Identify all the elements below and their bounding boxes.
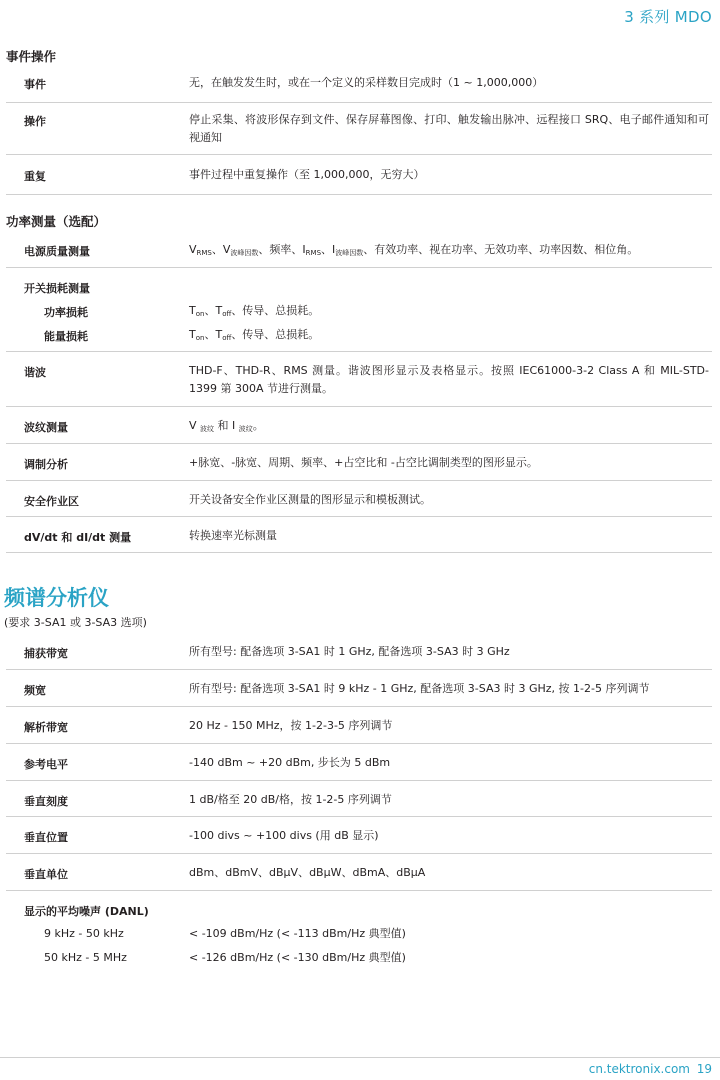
subscript: on xyxy=(195,334,205,342)
spec-row-switching-loss xyxy=(6,268,712,352)
spec-value xyxy=(189,241,709,262)
spec-row-vertical-units xyxy=(6,854,712,891)
spec-label: 操作 xyxy=(24,115,46,128)
spec-label: 重复 xyxy=(24,170,46,183)
subscript: on xyxy=(195,310,205,318)
spec-value: 开关设备安全作业区测量的图形显示和模板测试。 xyxy=(189,493,431,506)
subscript: 波峰因数 xyxy=(335,249,364,257)
spec-sublabel: 50 kHz - 5 MHz xyxy=(44,951,127,964)
document-brand-title: 3 系列 MDO xyxy=(624,8,712,26)
text-fragment: V xyxy=(189,419,201,432)
spec-value: < -109 dBm/Hz (< -113 dBm/Hz 典型值) xyxy=(189,927,406,940)
spec-row-modulation xyxy=(6,444,712,481)
text-fragment: T xyxy=(189,304,196,317)
spec-row-vertical-scale xyxy=(6,781,712,817)
subscript: 波纹 xyxy=(238,425,253,433)
spec-row-event xyxy=(6,68,712,103)
spec-label: 谐波 xyxy=(24,366,46,379)
spec-label: 波纹测量 xyxy=(24,421,68,434)
spec-label: 频宽 xyxy=(24,684,46,697)
spec-value: 所有型号: 配备选项 3-SA1 时 1 GHz, 配备选项 3-SA3 时 3 GHz xyxy=(189,645,510,658)
spec-value: dBm、dBmV、dBµV、dBµW、dBmA、dBµA xyxy=(189,866,426,879)
spec-sublabel: 能量损耗 xyxy=(44,330,88,343)
spec-row-rbw xyxy=(6,707,712,744)
spec-label: 参考电平 xyxy=(24,758,68,771)
text-fragment: 、传导、总损耗。 xyxy=(231,304,320,317)
spec-row-harmonics xyxy=(6,352,712,407)
spec-value xyxy=(189,417,709,438)
spec-label: 事件 xyxy=(24,78,46,91)
spec-value: < -126 dBm/Hz (< -130 dBm/Hz 典型值) xyxy=(189,951,406,964)
spec-value: 1 dB/格至 20 dB/格，按 1-2-5 序列调节 xyxy=(189,793,392,806)
spec-row-ripple xyxy=(6,407,712,444)
spec-row-danl xyxy=(6,891,712,971)
spec-label: 开关损耗测量 xyxy=(24,282,90,295)
subscript: 波纹 xyxy=(200,425,215,433)
spec-sublabel: 9 kHz - 50 kHz xyxy=(44,927,124,940)
spec-label: 安全作业区 xyxy=(24,495,79,508)
spec-row-span xyxy=(6,670,712,707)
spec-value: -140 dBm ~ +20 dBm, 步长为 5 dBm xyxy=(189,756,391,769)
section-title-power: 功率测量（选配） xyxy=(6,214,107,229)
footer-website: cn.tektronix.com xyxy=(588,1062,690,1076)
spec-label: 垂直位置 xyxy=(24,831,68,844)
spec-label: 解析带宽 xyxy=(24,721,68,734)
text-fragment: 、V xyxy=(211,243,231,256)
spec-row-soa xyxy=(6,481,712,517)
spec-label: 显示的平均噪声 (DANL) xyxy=(24,905,149,918)
spec-label: 电源质量测量 xyxy=(24,245,90,258)
text-fragment: 、I xyxy=(321,243,336,256)
section-title-event-actions: 事件操作 xyxy=(6,49,57,64)
subscript: RMS xyxy=(196,249,212,257)
spec-row-repeat xyxy=(6,155,712,195)
spec-row-dvdt xyxy=(6,517,712,553)
spec-label: 垂直单位 xyxy=(24,868,68,881)
spec-value: THD-F、THD-R、RMS 测量。谐波图形显示及表格显示。按照 IEC61000-3-2 Class A 和 MIL-STD-1399 第 300A 节进行测量。 xyxy=(189,364,709,395)
spec-sublabel: 功率损耗 xyxy=(44,306,88,319)
text-fragment: 、频率、I xyxy=(258,243,306,256)
text-fragment: T xyxy=(189,328,196,341)
text-fragment: 、T xyxy=(204,328,223,341)
spec-value: 事件过程中重复操作（至 1,000,000，无穷大） xyxy=(189,168,425,181)
spec-value: 停止采集、将波形保存到文件、保存屏幕图像、打印、触发输出脉冲、远程接口 SRQ、电子邮件通知和可视通知 xyxy=(189,113,709,144)
text-fragment: 、T xyxy=(204,304,223,317)
spec-row-action xyxy=(6,103,712,155)
spec-row-power-quality xyxy=(6,233,712,268)
text-fragment: 。 xyxy=(252,419,264,432)
spec-value: 所有型号: 配备选项 3-SA1 时 9 kHz - 1 GHz, 配备选项 3-SA3 时 3 GHz, 按 1-2-5 序列调节 xyxy=(189,682,650,695)
spec-value xyxy=(189,302,709,323)
subscript: RMS xyxy=(305,249,322,257)
subscript: off xyxy=(222,310,232,318)
text-fragment: 和 I xyxy=(214,419,239,432)
spec-row-ref-level xyxy=(6,744,712,781)
text-fragment: 、有效功率、视在功率、无效功率、功率因数、相位角。 xyxy=(363,243,639,256)
spec-label: dV/dt 和 dI/dt 测量 xyxy=(24,531,132,544)
text-fragment: 、传导、总损耗。 xyxy=(231,328,320,341)
spec-value: 无，在触发发生时，或在一个定义的采样数目完成时（1 ~ 1,000,000） xyxy=(189,76,544,89)
text-fragment: V xyxy=(189,243,197,256)
spec-value: 转换速率光标测量 xyxy=(189,529,277,542)
page-number: 19 xyxy=(696,1062,712,1076)
spec-value: -100 divs ~ +100 divs (用 dB 显示) xyxy=(189,829,379,842)
spec-row-vertical-position xyxy=(6,817,712,854)
spec-label: 垂直刻度 xyxy=(24,795,68,808)
subscript: off xyxy=(222,334,232,342)
spec-value: 20 Hz - 150 MHz，按 1-2-3-5 序列调节 xyxy=(189,719,393,732)
section-title-spectrum: 频谱分析仪 xyxy=(4,586,109,610)
section-note: (要求 3-SA1 或 3-SA3 选项) xyxy=(4,616,147,629)
footer-divider xyxy=(0,1057,720,1058)
spec-row-capture-bw xyxy=(6,633,712,670)
spec-value xyxy=(189,326,709,347)
spec-label: 调制分析 xyxy=(24,458,68,471)
spec-label: 捕获带宽 xyxy=(24,647,68,660)
subscript: 波峰因数 xyxy=(230,249,259,257)
spec-value: +脉宽、-脉宽、周期、频率、+占空比和 -占空比调制类型的图形显示。 xyxy=(189,456,538,469)
